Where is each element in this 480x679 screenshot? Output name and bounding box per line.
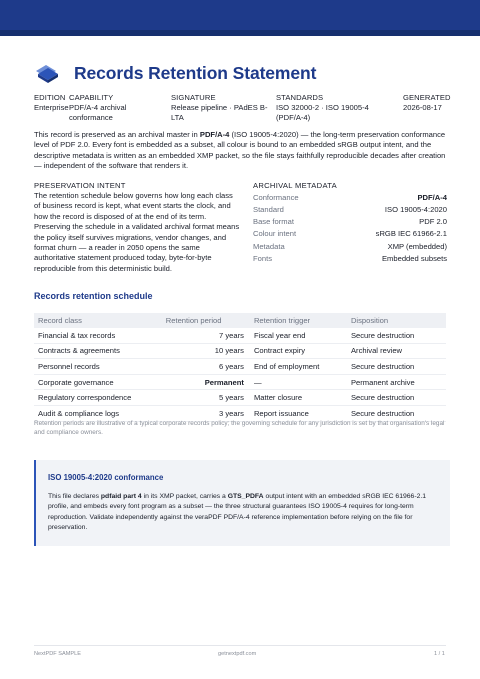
table-header-row <box>34 313 446 328</box>
page-title: Records Retention Statement <box>74 62 317 83</box>
meta-value: Enterprise <box>34 103 69 112</box>
table-row <box>34 375 446 391</box>
meta-label: CAPABILITY <box>69 93 114 102</box>
archival-value: XMP (embedded) <box>387 241 447 251</box>
footer-left: NextPDF SAMPLE <box>34 651 81 657</box>
meta-standards <box>276 93 398 123</box>
table-cell: Permanent archive <box>350 377 415 387</box>
callout-text: in its XMP packet, carries a <box>141 493 228 500</box>
archival-key: Fonts <box>253 253 272 263</box>
table-cell: End of employment <box>253 361 320 371</box>
meta-label: STANDARDS <box>276 93 324 102</box>
table-row <box>34 328 446 344</box>
table-cell-emphasis: Permanent <box>204 377 244 387</box>
table-cell: Report issuance <box>253 408 309 418</box>
table-cell: — <box>253 377 262 387</box>
archival-value: ISO 19005-4:2020 <box>384 204 447 214</box>
top-banner <box>0 0 480 36</box>
intro-emphasis: PDF/A-4 <box>199 130 230 139</box>
table-cell: 3 years <box>219 408 244 418</box>
meta-label: EDITION <box>34 93 66 102</box>
archival-heading: ARCHIVAL METADATA <box>253 181 337 190</box>
table-cell: Secure destruction <box>350 408 415 418</box>
table-cell: Matter closure <box>253 393 303 403</box>
schedule-heading: Records retention schedule <box>34 291 153 301</box>
meta-value: PDF/A-4 archival conformance <box>69 103 127 122</box>
table-cell: Financial & tax records <box>38 330 116 340</box>
archival-value: sRGB IEC 61966-2.1 <box>375 228 447 238</box>
column-header: Retention trigger <box>253 316 311 325</box>
table-cell: Secure destruction <box>350 361 415 371</box>
archival-key: Base format <box>253 216 294 226</box>
archival-key: Metadata <box>253 241 285 251</box>
archival-row <box>253 215 447 227</box>
table-cell: Contract expiry <box>253 346 306 356</box>
retention-table <box>34 313 446 422</box>
table-cell: 5 years <box>219 393 244 403</box>
archival-row <box>253 252 447 264</box>
table-cell: Regulatory correspondence <box>38 393 132 403</box>
conformance-callout <box>34 460 450 546</box>
callout-text: This file declares <box>48 493 101 500</box>
meta-capability <box>69 93 159 123</box>
archival-value: Embedded subsets <box>381 253 447 263</box>
archival-value: PDF/A-4 <box>417 192 447 202</box>
archival-row <box>253 203 447 215</box>
column-header: Record class <box>38 316 82 325</box>
callout-emphasis: pdfaid part 4 <box>100 493 142 500</box>
callout-text: output intent with an embedded sRGB IEC 61966-2.1 profile, and embeds every font program as a subset — the three structural guarantees ISO 19005-4 requires for long-term reproduction. Validate independently against the veraPDF PDF/A-4 reference implementation before relying on the file for preservation. <box>48 493 427 531</box>
callout-emphasis: GTS_PDFA <box>227 493 264 500</box>
meta-edition <box>34 93 69 113</box>
table-cell: Archival review <box>350 346 403 356</box>
table-cell: Audit & compliance logs <box>38 408 120 418</box>
table-cell: 7 years <box>219 330 244 340</box>
intro-paragraph <box>34 130 446 172</box>
archival-value: PDF 2.0 <box>419 216 447 226</box>
table-cell: Secure destruction <box>350 330 415 340</box>
meta-value: 2026-08-17 <box>403 103 442 112</box>
table-row <box>34 344 446 360</box>
archival-row <box>253 191 447 203</box>
table-cell: Fiscal year end <box>253 330 306 340</box>
column-header: Disposition <box>350 316 389 325</box>
meta-label: GENERATED <box>403 93 451 102</box>
archival-key: Colour intent <box>253 228 297 238</box>
meta-signature <box>171 93 271 123</box>
footer-center: getnextpdf.com <box>218 651 257 657</box>
table-cell: Contracts & agreements <box>38 346 120 356</box>
table-cell: 10 years <box>214 346 244 356</box>
table-cell <box>161 378 248 387</box>
table-cell: Secure destruction <box>350 393 415 403</box>
intro-text: This record is preserved as an archival master in <box>34 130 200 139</box>
archival-key: Conformance <box>253 192 299 202</box>
table-cell: Corporate governance <box>38 377 114 387</box>
table-row <box>34 390 446 406</box>
footer-page-number: 1 / 1 <box>434 651 445 657</box>
archival-row <box>253 227 447 239</box>
meta-generated <box>403 93 451 113</box>
callout-heading: ISO 19005-4:2020 conformance <box>48 473 164 482</box>
footer-divider <box>34 645 446 646</box>
callout-body <box>48 492 432 533</box>
column-header: Retention period <box>165 316 222 325</box>
meta-value: ISO 32000-2 · ISO 19005-4 (PDF/A-4) <box>276 103 369 122</box>
preservation-heading: PRESERVATION INTENT <box>34 181 126 190</box>
archival-row <box>253 240 447 252</box>
meta-value: Release pipeline · PAdES B-LTA <box>171 103 268 122</box>
stacked-document-logo-icon <box>34 62 60 84</box>
archival-key: Standard <box>253 204 284 214</box>
table-cell: Personnel records <box>38 361 100 371</box>
table-row <box>34 359 446 375</box>
document-header <box>34 62 316 84</box>
intro-text: (ISO 19005-4:2020) — the long-term preservation conformance level of PDF 2.0. Every font is embedded as a subset, all colour is bound to an embedded sRGB output intent, and the descriptive metadata is written as an embedded XMP packet, so the file stays faithfully reproducible decades after creation — independent of the software that renders it. <box>34 130 446 171</box>
table-cell: 6 years <box>219 361 244 371</box>
preservation-body: The retention schedule below governs how long each class of business record is kept, what event starts the clock, and how the record is disposed of at the end of its term. Preserving the schedule in a validated archival format means the policy itself survives migrations, vendor changes, and format churn — a reader in 2050 opens the same authoritative statement produced today, byte-for-byte reproducible from this deterministic build. <box>34 191 240 273</box>
meta-label: SIGNATURE <box>171 93 216 102</box>
schedule-note: Retention periods are illustrative of a typical corporate records policy; the governing schedule for any jurisdiction is set by that organisation's legal and compliance owners. <box>34 420 445 436</box>
top-banner-shade <box>0 30 480 36</box>
